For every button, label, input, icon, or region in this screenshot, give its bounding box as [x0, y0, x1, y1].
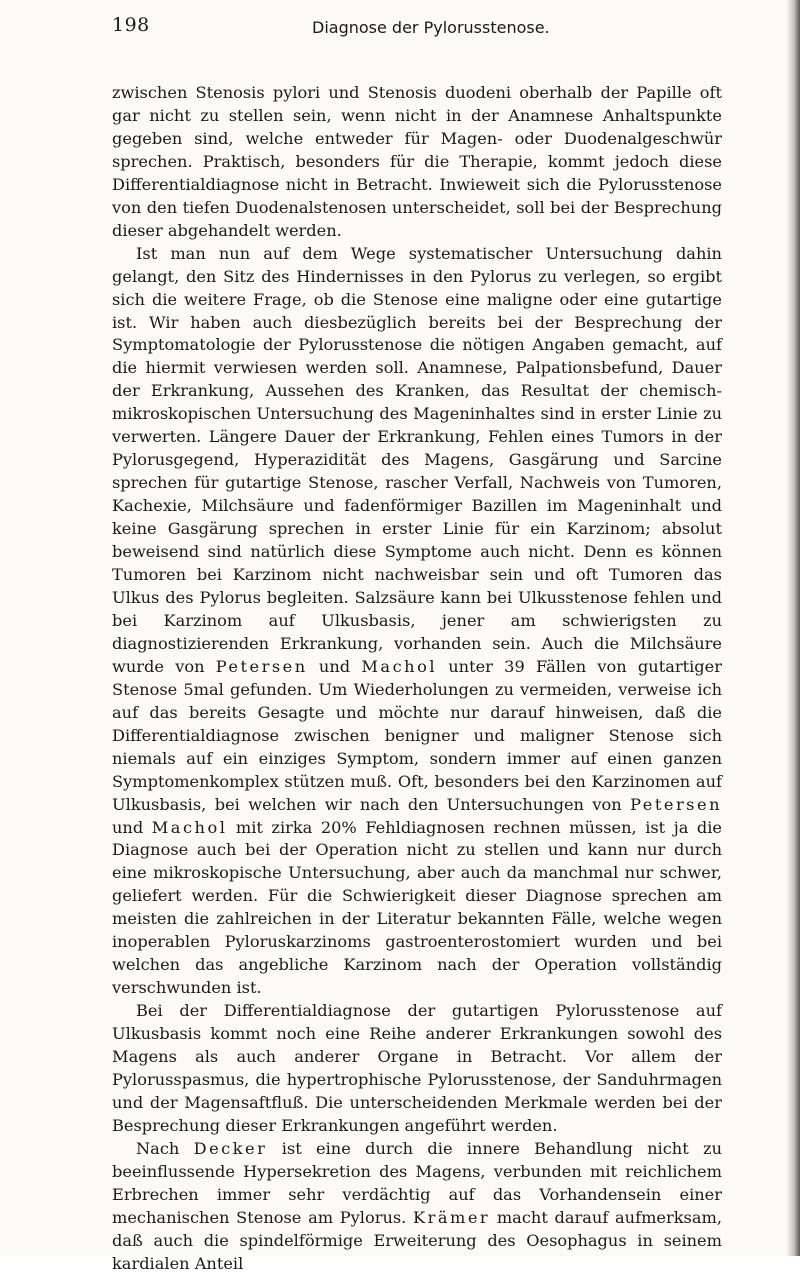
- page-number: 198: [112, 14, 150, 36]
- paragraph-4-text-a: Nach: [136, 1138, 194, 1158]
- paragraph-4-text-b: ist eine durch die innere Behandlung nicht zu beeinflussende Hypersekretion des Magens, verbunden mit reichlichem Erbrechen immer sehr verdächtig auf das Vorhandensein einer mechanischen Stenose am Pylorus.: [112, 1138, 722, 1227]
- paragraph-4-text-c: macht darauf aufmerksam, daß auch die spindelförmige Erweiterung des Oesophagus in seinem kardialen Anteil: [112, 1207, 722, 1273]
- paragraph-2-text-b: und: [307, 656, 362, 676]
- paragraph-2-text-a: Ist man nun auf dem Wege systematischer Untersuchung dahin gelangt, den Sitz des Hindernisses in den Pylorus zu verlegen, so ergibt sich die weitere Frage, ob die Stenose eine maligne oder eine gutartige ist. Wir haben auch diesbezüglich bereits bei der Besprechung der Symptomatologie der Pylorusstenose die nötigen Angaben gemacht, auf die hiermit verwiesen werden soll. Anamnese, Palpationsbefund, Dauer der Erkrankung, Aussehen des Kranken, das Resultat der chemisch-mikroskopischen Untersuchung des Mageninhaltes sind in erster Linie zu verwerten. Längere Dauer der Erkrankung, Fehlen eines Tumors in der Pylorusgegend, Hyperazidität des Magens, Gasgärung und Sarcine sprechen für gutartige Stenose, rascher Verfall, Nachweis von Tumoren, Kachexie, Milchsäure und fadenförmiger Bazillen im Mageninhalt und keine Gasgärung sprechen in erster Linie für ein Karzinom; absolut beweisend sind natürlich diese Symptome auch nicht. Denn es können Tumoren bei Karzinom nicht nachweisbar sein und oft Tumoren das Ulkus des Pylorus begleiten. Salzsäure kann bei Ulkusstenose fehlen und bei Karzinom auf Ulkusbasis, jener am schwierigsten zu diagnostizierenden Erkrankung, vorhanden sein. Auch die Milchsäure wurde von: [112, 243, 722, 676]
- author-petersen: Petersen: [630, 794, 722, 814]
- page-edge-shadow: [786, 0, 800, 1256]
- paragraph-2-text-d: und: [112, 817, 152, 837]
- author-machol: Machol: [151, 817, 228, 837]
- paragraph-2-text-e: mit zirka 20% Fehldiagnosen rechnen müssen, ist ja die Diagnose auch bei der Operation nicht zu stellen und kann nur durch eine mikroskopische Untersuchung, aber auch da manchmal nur schwer, geliefert werden. Für die Schwierigkeit dieser Diagnose sprechen am meisten die zahlreichen in der Literatur bekannten Fälle, welche wegen inoperablen Pyloruskarzinoms gastroenterostomiert wurden und bei welchen das angebliche Karzinom nach der Operation vollständig verschwunden ist.: [112, 817, 722, 998]
- author-machol: Machol: [361, 656, 437, 676]
- paragraph-2-text-c: unter 39 Fällen von gutartiger Stenose 5mal gefunden. Um Wiederholungen zu vermeiden, verweise ich auf das bereits Gesagte und möchte nur darauf hinweisen, daß die Differentialdiagnose zwischen benigner und maligner Stenose sich niemals auf ein einziges Symptom, sondern immer auf einen ganzen Symptomenkomplex stützen muß. Oft, besonders bei den Karzinomen auf Ulkusbasis, bei welchen wir nach den Untersuchungen von: [112, 656, 722, 814]
- paragraph-3: Bei der Differentialdiagnose der gutartigen Pylorusstenose auf Ulkusbasis kommt noch eine Reihe anderer Erkrankungen sowohl des Magens als auch anderer Organe in Betracht. Vor allem der Pylorusspasmus, die hypertrophische Pylorusstenose, der Sanduhrmagen und der Magensaftfluß. Die unterscheidenden Merkmale werden bei der Besprechung dieser Erkrankungen angeführt werden.: [112, 1001, 722, 1135]
- paragraph-2: [112, 243, 722, 1000]
- page-header: [112, 14, 712, 42]
- body-text: [112, 82, 722, 1276]
- author-petersen: Petersen: [215, 656, 308, 676]
- running-title: Diagnose der Pylorusstenose.: [312, 18, 550, 37]
- paragraph-1: zwischen Stenosis pylori und Stenosis duodeni oberhalb der Papille oft gar nicht zu stellen sein, wenn nicht in der Anamnese Anhaltspunkte gegeben sind, welche entweder für Magen- oder Duodenalgeschwür sprechen. Praktisch, besonders für die Therapie, kommt jedoch diese Differentialdiagnose nicht in Betracht. Inwieweit sich die Pylorusstenose von den tiefen Duodenalstenosen unterscheidet, soll bei der Besprechung dieser abgehandelt werden.: [112, 83, 722, 240]
- author-kraemer: Krämer: [413, 1207, 491, 1227]
- author-decker: Decker: [193, 1138, 268, 1158]
- paragraph-4: [112, 1138, 722, 1276]
